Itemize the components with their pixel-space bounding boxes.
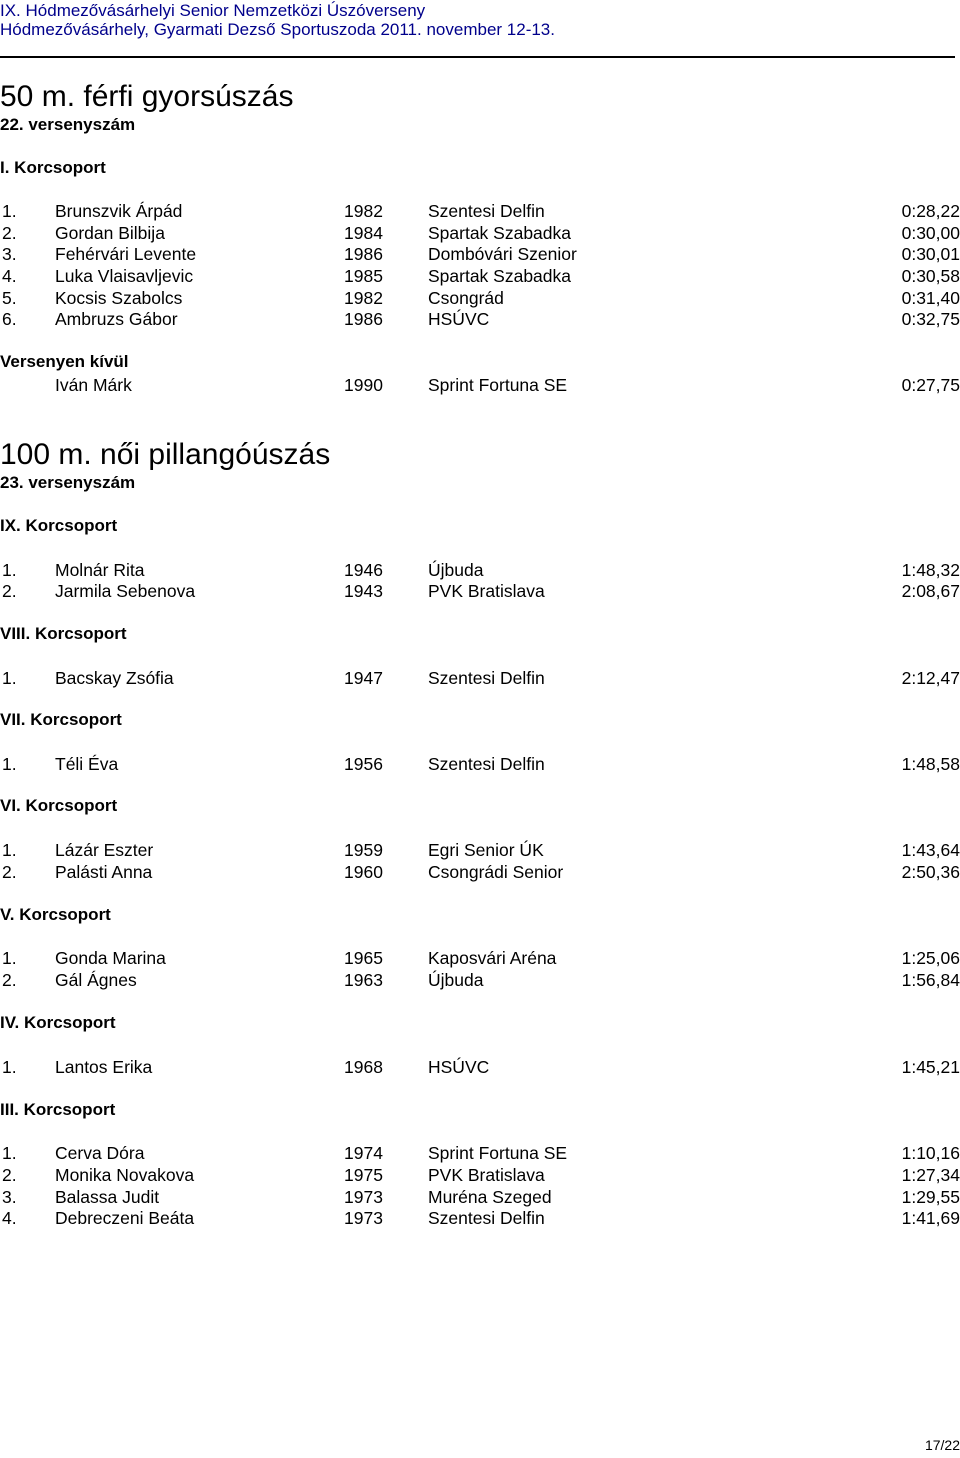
birth-year: 1960 [344, 862, 383, 882]
birth-year: 1986 [344, 309, 383, 329]
result-rank: 2. [2, 1165, 17, 1185]
result-rank: 2. [2, 223, 17, 243]
event-number: 22. versenyszám [0, 115, 136, 134]
result-rank: 6. [2, 309, 17, 329]
result-time: 1:45,21 [901, 1057, 960, 1077]
club-name: Sprint Fortuna SE [428, 1143, 568, 1163]
club-name: Csongrádi Senior [428, 862, 564, 882]
result-time: 0:27,75 [901, 375, 960, 395]
club-name: Szentesi Delfin [428, 1208, 545, 1228]
result-rank: 2. [2, 581, 17, 601]
result-row [0, 559, 960, 581]
result-row [0, 265, 960, 287]
swimmer-name: Iván Márk [55, 375, 132, 395]
result-time: 0:31,40 [901, 288, 960, 308]
birth-year: 1990 [344, 375, 383, 395]
result-rank: 4. [2, 266, 17, 286]
swimmer-name: Cerva Dóra [55, 1143, 145, 1163]
birth-year: 1965 [344, 948, 383, 968]
swimmer-name: Luka Vlaisavljevic [55, 266, 194, 286]
club-name: Csongrád [428, 288, 504, 308]
result-time: 1:48,32 [901, 560, 960, 580]
club-name: PVK Bratislava [428, 1165, 545, 1185]
age-group-heading: IX. Korcsoport [0, 516, 118, 535]
result-time: 0:30,58 [901, 266, 960, 286]
result-row [0, 222, 960, 244]
result-row [0, 1186, 960, 1208]
result-time: 1:43,64 [901, 840, 960, 860]
club-name: Muréna Szeged [428, 1187, 552, 1207]
result-time: 0:30,01 [901, 244, 960, 264]
birth-year: 1975 [344, 1165, 383, 1185]
swimmer-name: Ambruzs Gábor [55, 309, 178, 329]
event-number: 23. versenyszám [0, 473, 136, 492]
result-rank: 2. [2, 862, 17, 882]
result-row [0, 753, 960, 775]
swimmer-name: Kocsis Szabolcs [55, 288, 183, 308]
club-name: HSÚVC [428, 309, 490, 329]
swimmer-name: Debreczeni Beáta [55, 1208, 195, 1228]
club-name: Spartak Szabadka [428, 266, 572, 286]
result-time: 1:25,06 [901, 948, 960, 968]
swimmer-name: Jarmila Sebenova [55, 581, 196, 601]
club-name: PVK Bratislava [428, 581, 545, 601]
result-time: 2:08,67 [901, 581, 960, 601]
result-row [0, 861, 960, 883]
result-rank: 2. [2, 970, 17, 990]
birth-year: 1973 [344, 1187, 383, 1207]
result-time: 1:10,16 [901, 1143, 960, 1163]
event-title: 100 m. női pillangóúszás [0, 438, 331, 471]
club-name: Szentesi Delfin [428, 754, 545, 774]
swimmer-name: Balassa Judit [55, 1187, 160, 1207]
result-time: 0:28,22 [901, 201, 960, 221]
result-rank: 5. [2, 288, 17, 308]
club-name: Újbuda [428, 560, 484, 580]
result-row [0, 243, 960, 265]
birth-year: 1986 [344, 244, 383, 264]
age-group-heading: IV. Korcsoport [0, 1013, 116, 1032]
result-rank: 1. [2, 201, 17, 221]
result-rank: 1. [2, 1143, 17, 1163]
result-rank: 1. [2, 948, 17, 968]
result-rank: 1. [2, 840, 17, 860]
swimmer-name: Fehérvári Levente [55, 244, 197, 264]
club-name: Sprint Fortuna SE [428, 375, 568, 395]
result-row [0, 969, 960, 991]
result-time: 2:12,47 [901, 668, 960, 688]
birth-year: 1982 [344, 288, 383, 308]
competition-title: IX. Hódmezővásárhelyi Senior Nemzetközi Úszóverseny [0, 1, 426, 20]
event-title: 50 m. férfi gyorsúszás [0, 80, 294, 113]
club-name: Kaposvári Aréna [428, 948, 557, 968]
result-time: 1:48,58 [901, 754, 960, 774]
result-time: 0:30,00 [901, 223, 960, 243]
result-time: 0:32,75 [901, 309, 960, 329]
result-row [0, 200, 960, 222]
birth-year: 1946 [344, 560, 383, 580]
swimmer-name: Monika Novakova [55, 1165, 195, 1185]
club-name: Egri Senior ÚK [428, 840, 544, 860]
swimmer-name: Bacskay Zsófia [55, 668, 174, 688]
result-row [0, 947, 960, 969]
result-row [0, 667, 960, 689]
result-row [0, 308, 960, 330]
result-rank: 1. [2, 754, 17, 774]
result-time: 1:27,34 [901, 1165, 960, 1185]
result-time: 1:56,84 [901, 970, 960, 990]
club-name: HSÚVC [428, 1057, 490, 1077]
result-row [0, 1142, 960, 1164]
birth-year: 1982 [344, 201, 383, 221]
swimmer-name: Gordan Bilbija [55, 223, 165, 243]
result-rank: 1. [2, 560, 17, 580]
result-time: 1:29,55 [901, 1187, 960, 1207]
age-group-heading: Versenyen kívül [0, 352, 129, 371]
club-name: Újbuda [428, 970, 484, 990]
result-rank: 3. [2, 244, 17, 264]
swimmer-name: Molnár Rita [55, 560, 145, 580]
birth-year: 1956 [344, 754, 383, 774]
club-name: Dombóvári Szenior [428, 244, 577, 264]
page-number: 17/22 [924, 1437, 960, 1453]
result-row [0, 1056, 960, 1078]
age-group-heading: VII. Korcsoport [0, 710, 122, 729]
birth-year: 1968 [344, 1057, 383, 1077]
age-group-heading: I. Korcsoport [0, 158, 106, 177]
swimmer-name: Palásti Anna [55, 862, 153, 882]
club-name: Szentesi Delfin [428, 201, 545, 221]
age-group-heading: VI. Korcsoport [0, 796, 118, 815]
birth-year: 1947 [344, 668, 383, 688]
birth-year: 1985 [344, 266, 383, 286]
birth-year: 1974 [344, 1143, 383, 1163]
club-name: Spartak Szabadka [428, 223, 572, 243]
page-header [0, 0, 960, 60]
result-row [0, 374, 960, 396]
birth-year: 1959 [344, 840, 383, 860]
competition-venue-date: Hódmezővásárhely, Gyarmati Dezső Sportuszoda 2011. november 12-13. [0, 20, 555, 39]
result-row [0, 580, 960, 602]
swimmer-name: Gál Ágnes [55, 970, 137, 990]
result-rank: 4. [2, 1208, 17, 1228]
age-group-heading: V. Korcsoport [0, 905, 111, 924]
result-rank: 3. [2, 1187, 17, 1207]
swimmer-name: Lantos Erika [55, 1057, 153, 1077]
result-time: 2:50,36 [901, 862, 960, 882]
birth-year: 1984 [344, 223, 383, 243]
result-row [0, 287, 960, 309]
club-name: Szentesi Delfin [428, 668, 545, 688]
swimmer-name: Brunszvik Árpád [55, 201, 183, 221]
result-time: 1:41,69 [901, 1208, 960, 1228]
age-group-heading: VIII. Korcsoport [0, 624, 127, 643]
birth-year: 1973 [344, 1208, 383, 1228]
swimmer-name: Téli Éva [55, 754, 119, 774]
age-group-heading: III. Korcsoport [0, 1100, 116, 1119]
result-rank: 1. [2, 1057, 17, 1077]
swimmer-name: Gonda Marina [55, 948, 166, 968]
result-rank: 1. [2, 668, 17, 688]
header-divider [0, 56, 955, 58]
swimmer-name: Lázár Eszter [55, 840, 154, 860]
result-row [0, 1207, 960, 1229]
birth-year: 1963 [344, 970, 383, 990]
birth-year: 1943 [344, 581, 383, 601]
result-row [0, 839, 960, 861]
result-row [0, 1164, 960, 1186]
